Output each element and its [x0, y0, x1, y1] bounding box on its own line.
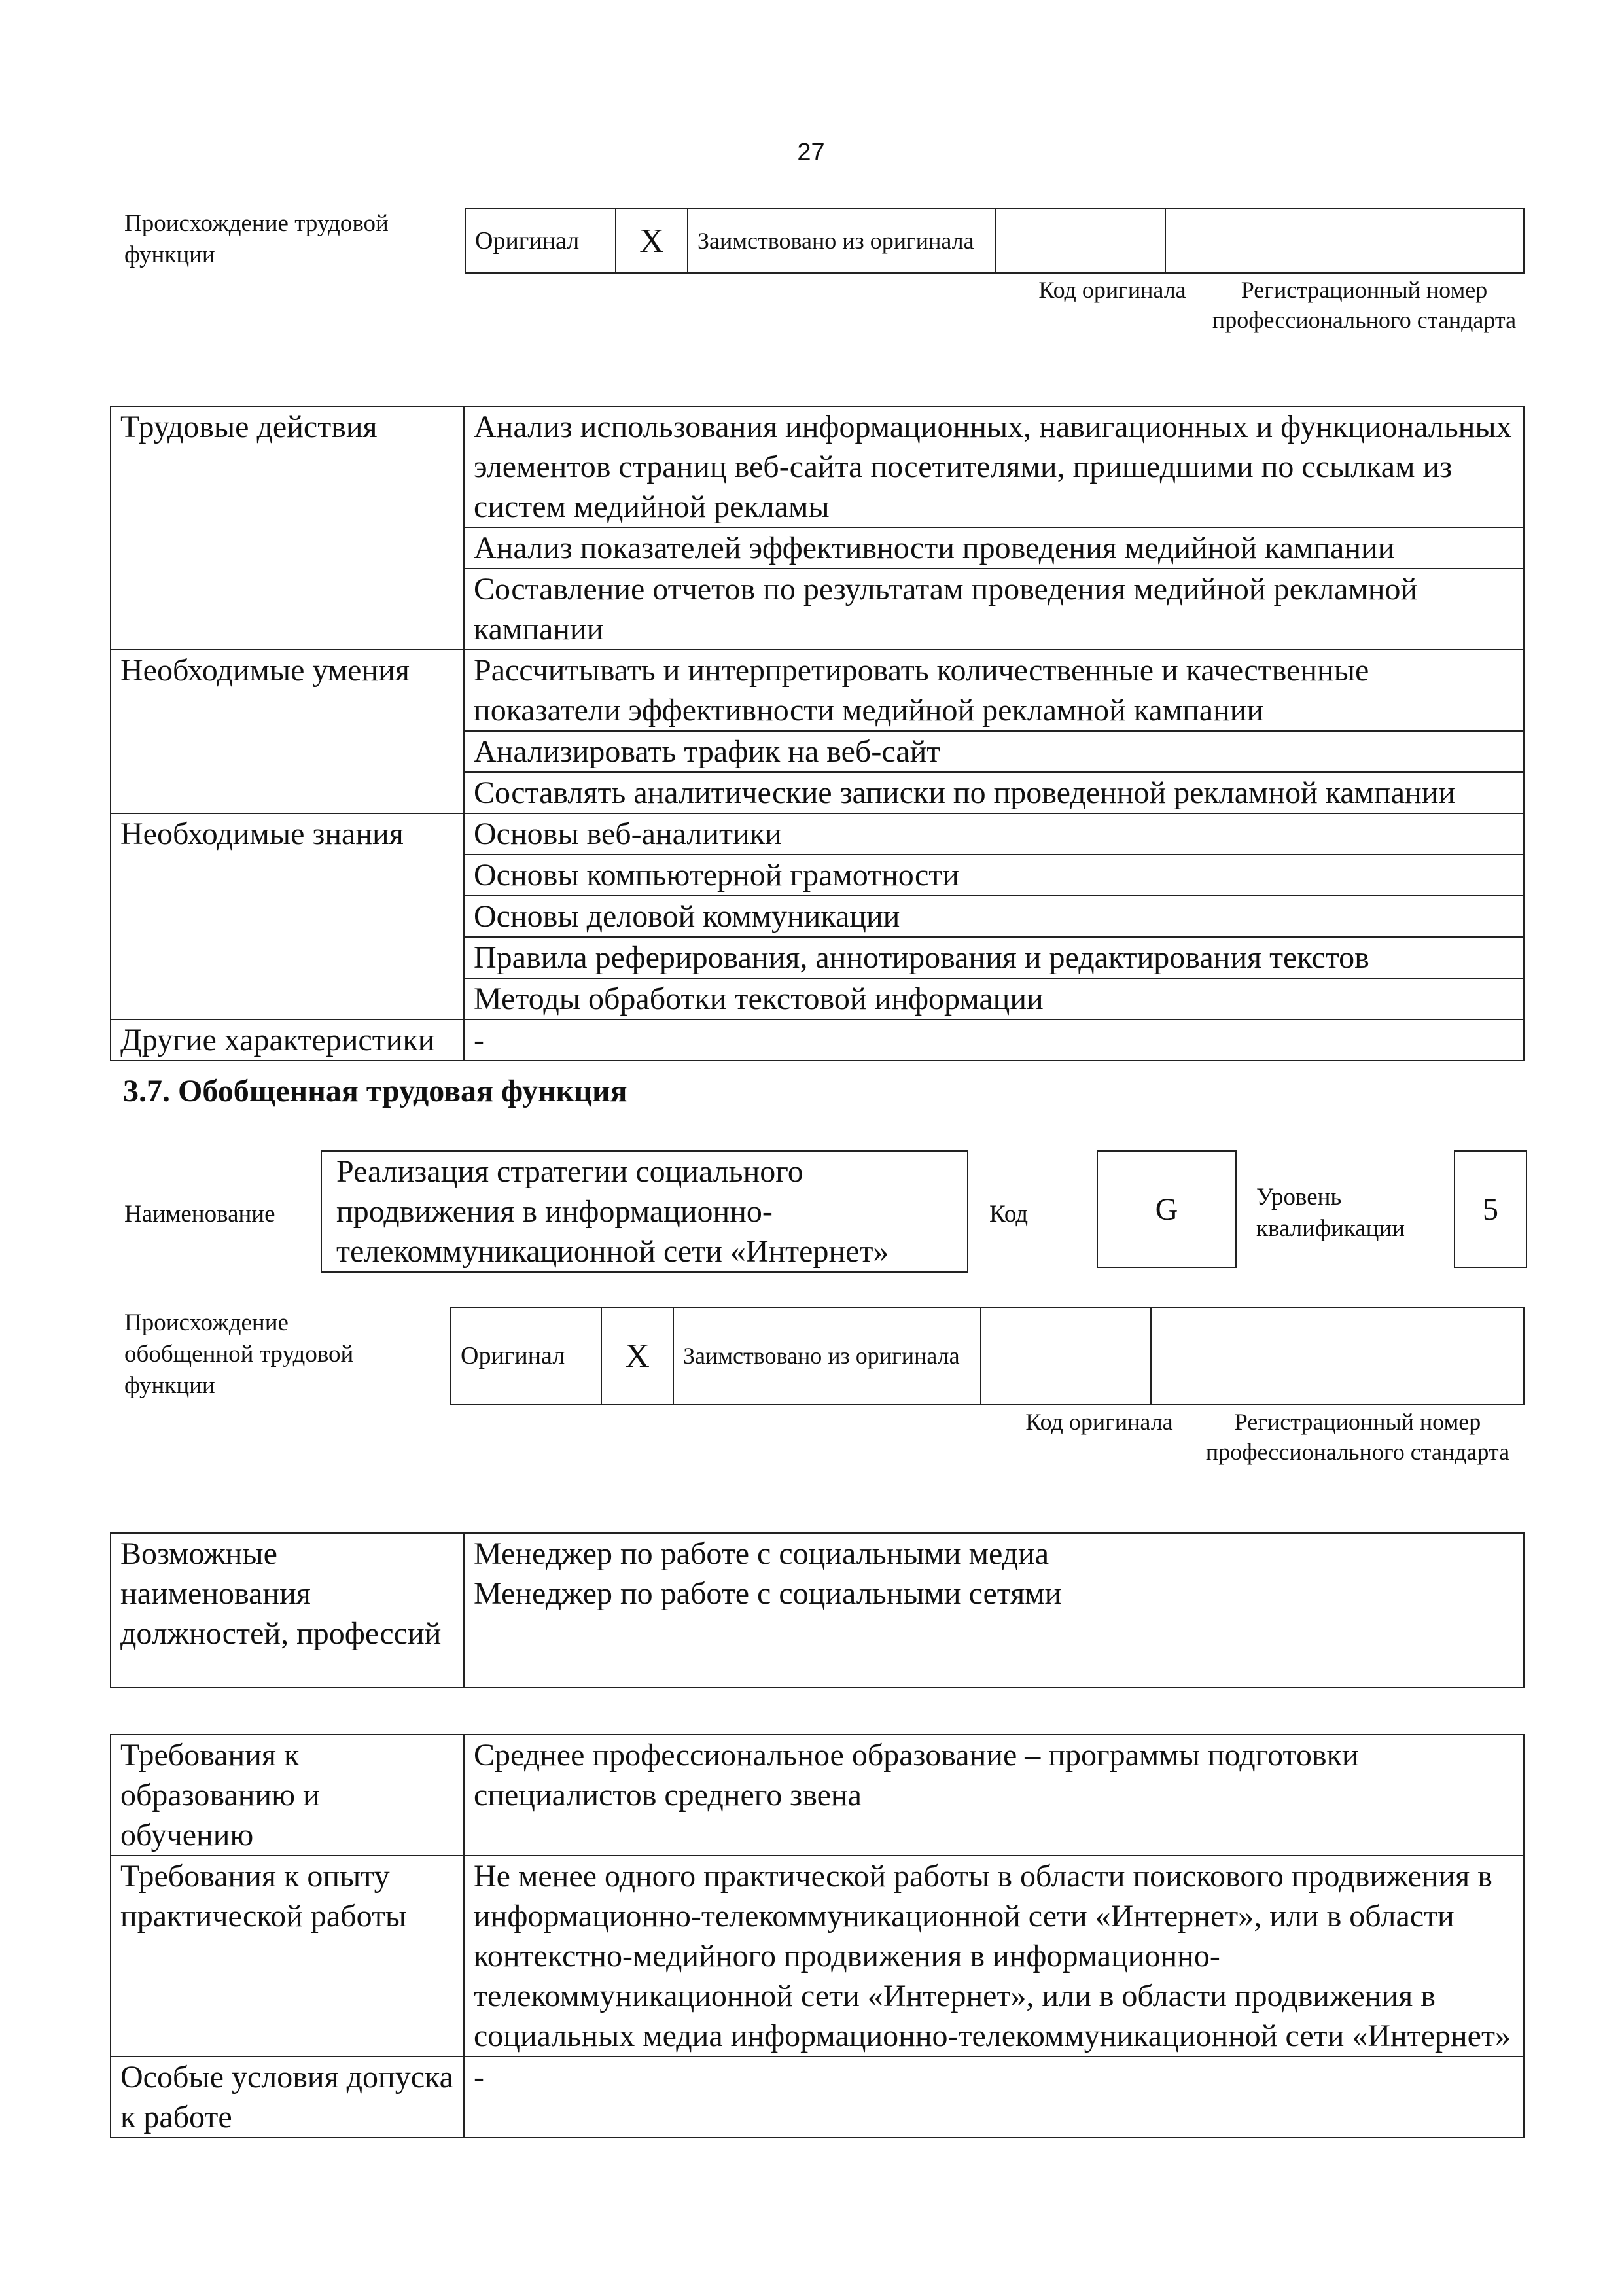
code-cell [981, 1307, 1151, 1404]
table-row [111, 1856, 1524, 2057]
generalized-origin-label: Происхождение обобщенной трудовой функции [124, 1309, 354, 1399]
code-label: Код [989, 1201, 1029, 1227]
table-cell: Правила реферирования, аннотирования и редактирования текстов [464, 937, 1524, 978]
table-row [111, 406, 1524, 527]
positions-table [110, 1532, 1525, 1688]
name-label: Наименование [124, 1201, 275, 1227]
table-cell: Не менее одного практической работы в области поискового продвижения в информационно-телекоммуникационной сети «Интернет», или в области контекстно-медийного продвижения в информационно-телекоммуникационной сети «Интернет», или в области продвижения в социальных медиа информационно-телекоммуникационной сети «Интернет» [464, 1856, 1524, 2057]
code-cell [995, 209, 1165, 273]
original-cell: Оригинал [465, 209, 616, 273]
borrowed-cell: Заимствовано из оригинала [688, 209, 995, 273]
table-cell: Составление отчетов по результатам проведения медийной рекламной кампании [464, 569, 1524, 650]
table-row [111, 1533, 1524, 1687]
row-label: Требования к опыту практической работы [111, 1856, 464, 2057]
code-caption: Код оригинала [1038, 277, 1186, 303]
original-mark: X [601, 1307, 673, 1404]
requirements-table [110, 1734, 1525, 2138]
table-cell: Методы обработки текстовой информации [464, 978, 1524, 1019]
level-value: 5 [1483, 1192, 1498, 1227]
table-cell: Основы компьютерной грамотности [464, 855, 1524, 896]
table-cell: - [464, 2057, 1524, 2138]
position-item: Менеджер по работе с социальными медиа [474, 1536, 1049, 1571]
row-label: Другие характеристики [111, 1019, 464, 1061]
name-table [321, 1150, 968, 1273]
code-value-box [1097, 1150, 1237, 1268]
page-number: 27 [797, 139, 825, 166]
row-label: Особые условия допуска к работе [111, 2057, 464, 2138]
table-row [111, 650, 1524, 731]
row-label: Трудовые действия [111, 406, 464, 650]
name-value: Реализация стратегии социального продвижения в информационно-телекоммуникационной сети «Интернет» [321, 1151, 968, 1272]
origin-table [465, 208, 1525, 274]
borrowed-cell: Заимствовано из оригинала [673, 1307, 981, 1404]
table-cell: Основы деловой коммуникации [464, 896, 1524, 937]
row-label: Требования к образованию и обучению [111, 1735, 464, 1856]
table-cell: Анализировать трафик на веб-сайт [464, 731, 1524, 772]
code-caption: Код оригинала [1025, 1409, 1173, 1435]
reg-caption: Регистрационный номер профессионального стандарта [1205, 1409, 1510, 1465]
table-row [111, 813, 1524, 855]
generalized-origin-table [450, 1307, 1525, 1405]
table-cell: Основы веб-аналитики [464, 813, 1524, 855]
table-cell: Составлять аналитические записки по проведенной рекламной кампании [464, 772, 1524, 813]
section-heading: 3.7. Обобщенная трудовая функция [123, 1074, 627, 1108]
table-cell [464, 1533, 1524, 1687]
table-cell: Анализ показателей эффективности проведения медийной кампании [464, 527, 1524, 569]
table-cell: Рассчитывать и интерпретировать количественные и качественные показатели эффективности медийной рекламной кампании [464, 650, 1524, 731]
reg-caption: Регистрационный номер профессионального стандарта [1212, 277, 1517, 333]
code-value: G [1155, 1192, 1178, 1227]
row-label: Возможные наименования должностей, профессий [111, 1533, 464, 1687]
position-item: Менеджер по работе с социальными сетями [474, 1576, 1062, 1611]
reg-number-cell [1165, 209, 1524, 273]
level-value-box [1454, 1150, 1527, 1268]
row-label: Необходимые умения [111, 650, 464, 813]
table-cell: Среднее профессиональное образование – программы подготовки специалистов среднего звена [464, 1735, 1524, 1856]
table-row [111, 1735, 1524, 1856]
reg-number-cell [1151, 1307, 1524, 1404]
level-label: Уровень квалификации [1256, 1184, 1405, 1242]
table-cell: Анализ использования информационных, навигационных и функциональных элементов страниц веб-сайта посетителями, пришедшими по ссылкам из систем медийной рекламы [464, 406, 1524, 527]
table-cell: - [464, 1019, 1524, 1061]
table-row [111, 2057, 1524, 2138]
labor-function-table [110, 406, 1525, 1061]
row-label: Необходимые знания [111, 813, 464, 1019]
origin-label: Происхождение трудовой функции [124, 210, 389, 268]
original-mark: X [616, 209, 688, 273]
original-cell: Оригинал [451, 1307, 601, 1404]
table-row [111, 1019, 1524, 1061]
